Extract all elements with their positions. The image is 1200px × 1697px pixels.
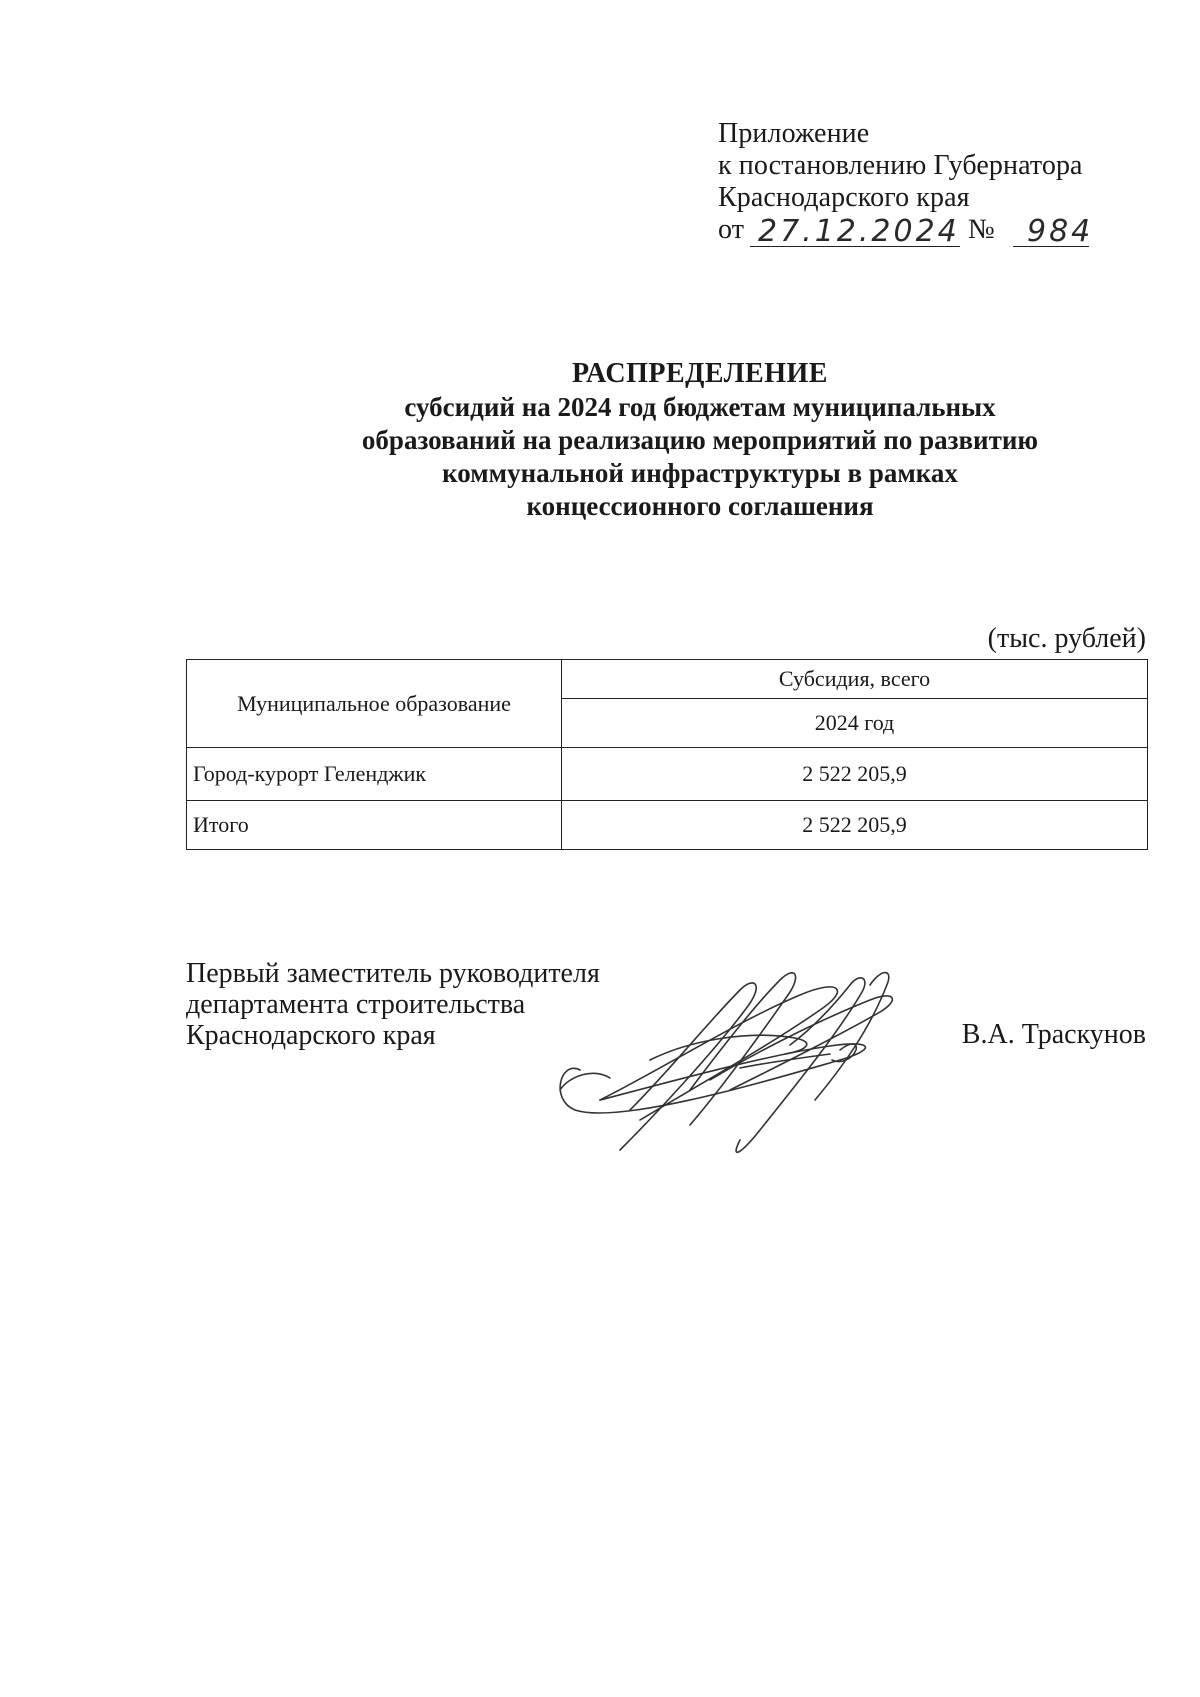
header-subsidy-total: Субсидия, всего xyxy=(562,660,1148,699)
title-line-1: субсидий на 2024 год бюджетам муниципальных xyxy=(404,392,996,422)
total-label: Итого xyxy=(187,801,562,850)
document-title xyxy=(200,357,1200,523)
date-prefix: от xyxy=(718,214,745,245)
signer-position-line-2: департамента строительства xyxy=(186,989,526,1020)
row-municipality-name: Город-курорт Геленджик xyxy=(187,748,562,801)
number-field xyxy=(1013,210,1094,249)
date-field xyxy=(750,210,960,247)
appendix-label: Приложение xyxy=(718,118,870,149)
signer-position-line-3: Краснодарского края xyxy=(186,1020,436,1051)
appendix-block xyxy=(718,118,1094,250)
appendix-date-number-line xyxy=(718,214,1094,250)
total-value: 2 522 205,9 xyxy=(562,801,1148,850)
title-line-2: образований на реализацию мероприятий по развитию xyxy=(361,425,1039,455)
signer-position xyxy=(186,958,600,1051)
header-municipality: Муниципальное образование xyxy=(187,660,562,748)
row-subsidy-value: 2 522 205,9 xyxy=(562,748,1148,801)
header-year: 2024 год xyxy=(562,699,1148,748)
handwritten-number: 984 xyxy=(1027,214,1094,249)
handwritten-date: 27.12.2024 xyxy=(758,214,960,249)
table-total-row xyxy=(187,801,1148,850)
signer-position-line-1: Первый заместитель руководителя xyxy=(186,958,600,989)
units-label: (тыс. рублей) xyxy=(987,623,1146,654)
handwritten-signature xyxy=(540,950,960,1165)
number-prefix: № xyxy=(968,214,995,245)
title-line-4: концессионного соглашения xyxy=(526,491,874,521)
appendix-region: Краснодарского края xyxy=(718,182,970,213)
appendix-reference: к постановлению Губернатора xyxy=(718,150,1083,181)
signer-name: В.А. Траскунов xyxy=(961,1019,1146,1050)
title-line-3: коммунальной инфраструктуры в рамках xyxy=(442,458,958,488)
title-heading: РАСПРЕДЕЛЕНИЕ xyxy=(572,358,828,389)
table-row xyxy=(187,748,1148,801)
table-header-row xyxy=(187,660,1148,699)
subsidy-table xyxy=(186,659,1148,850)
